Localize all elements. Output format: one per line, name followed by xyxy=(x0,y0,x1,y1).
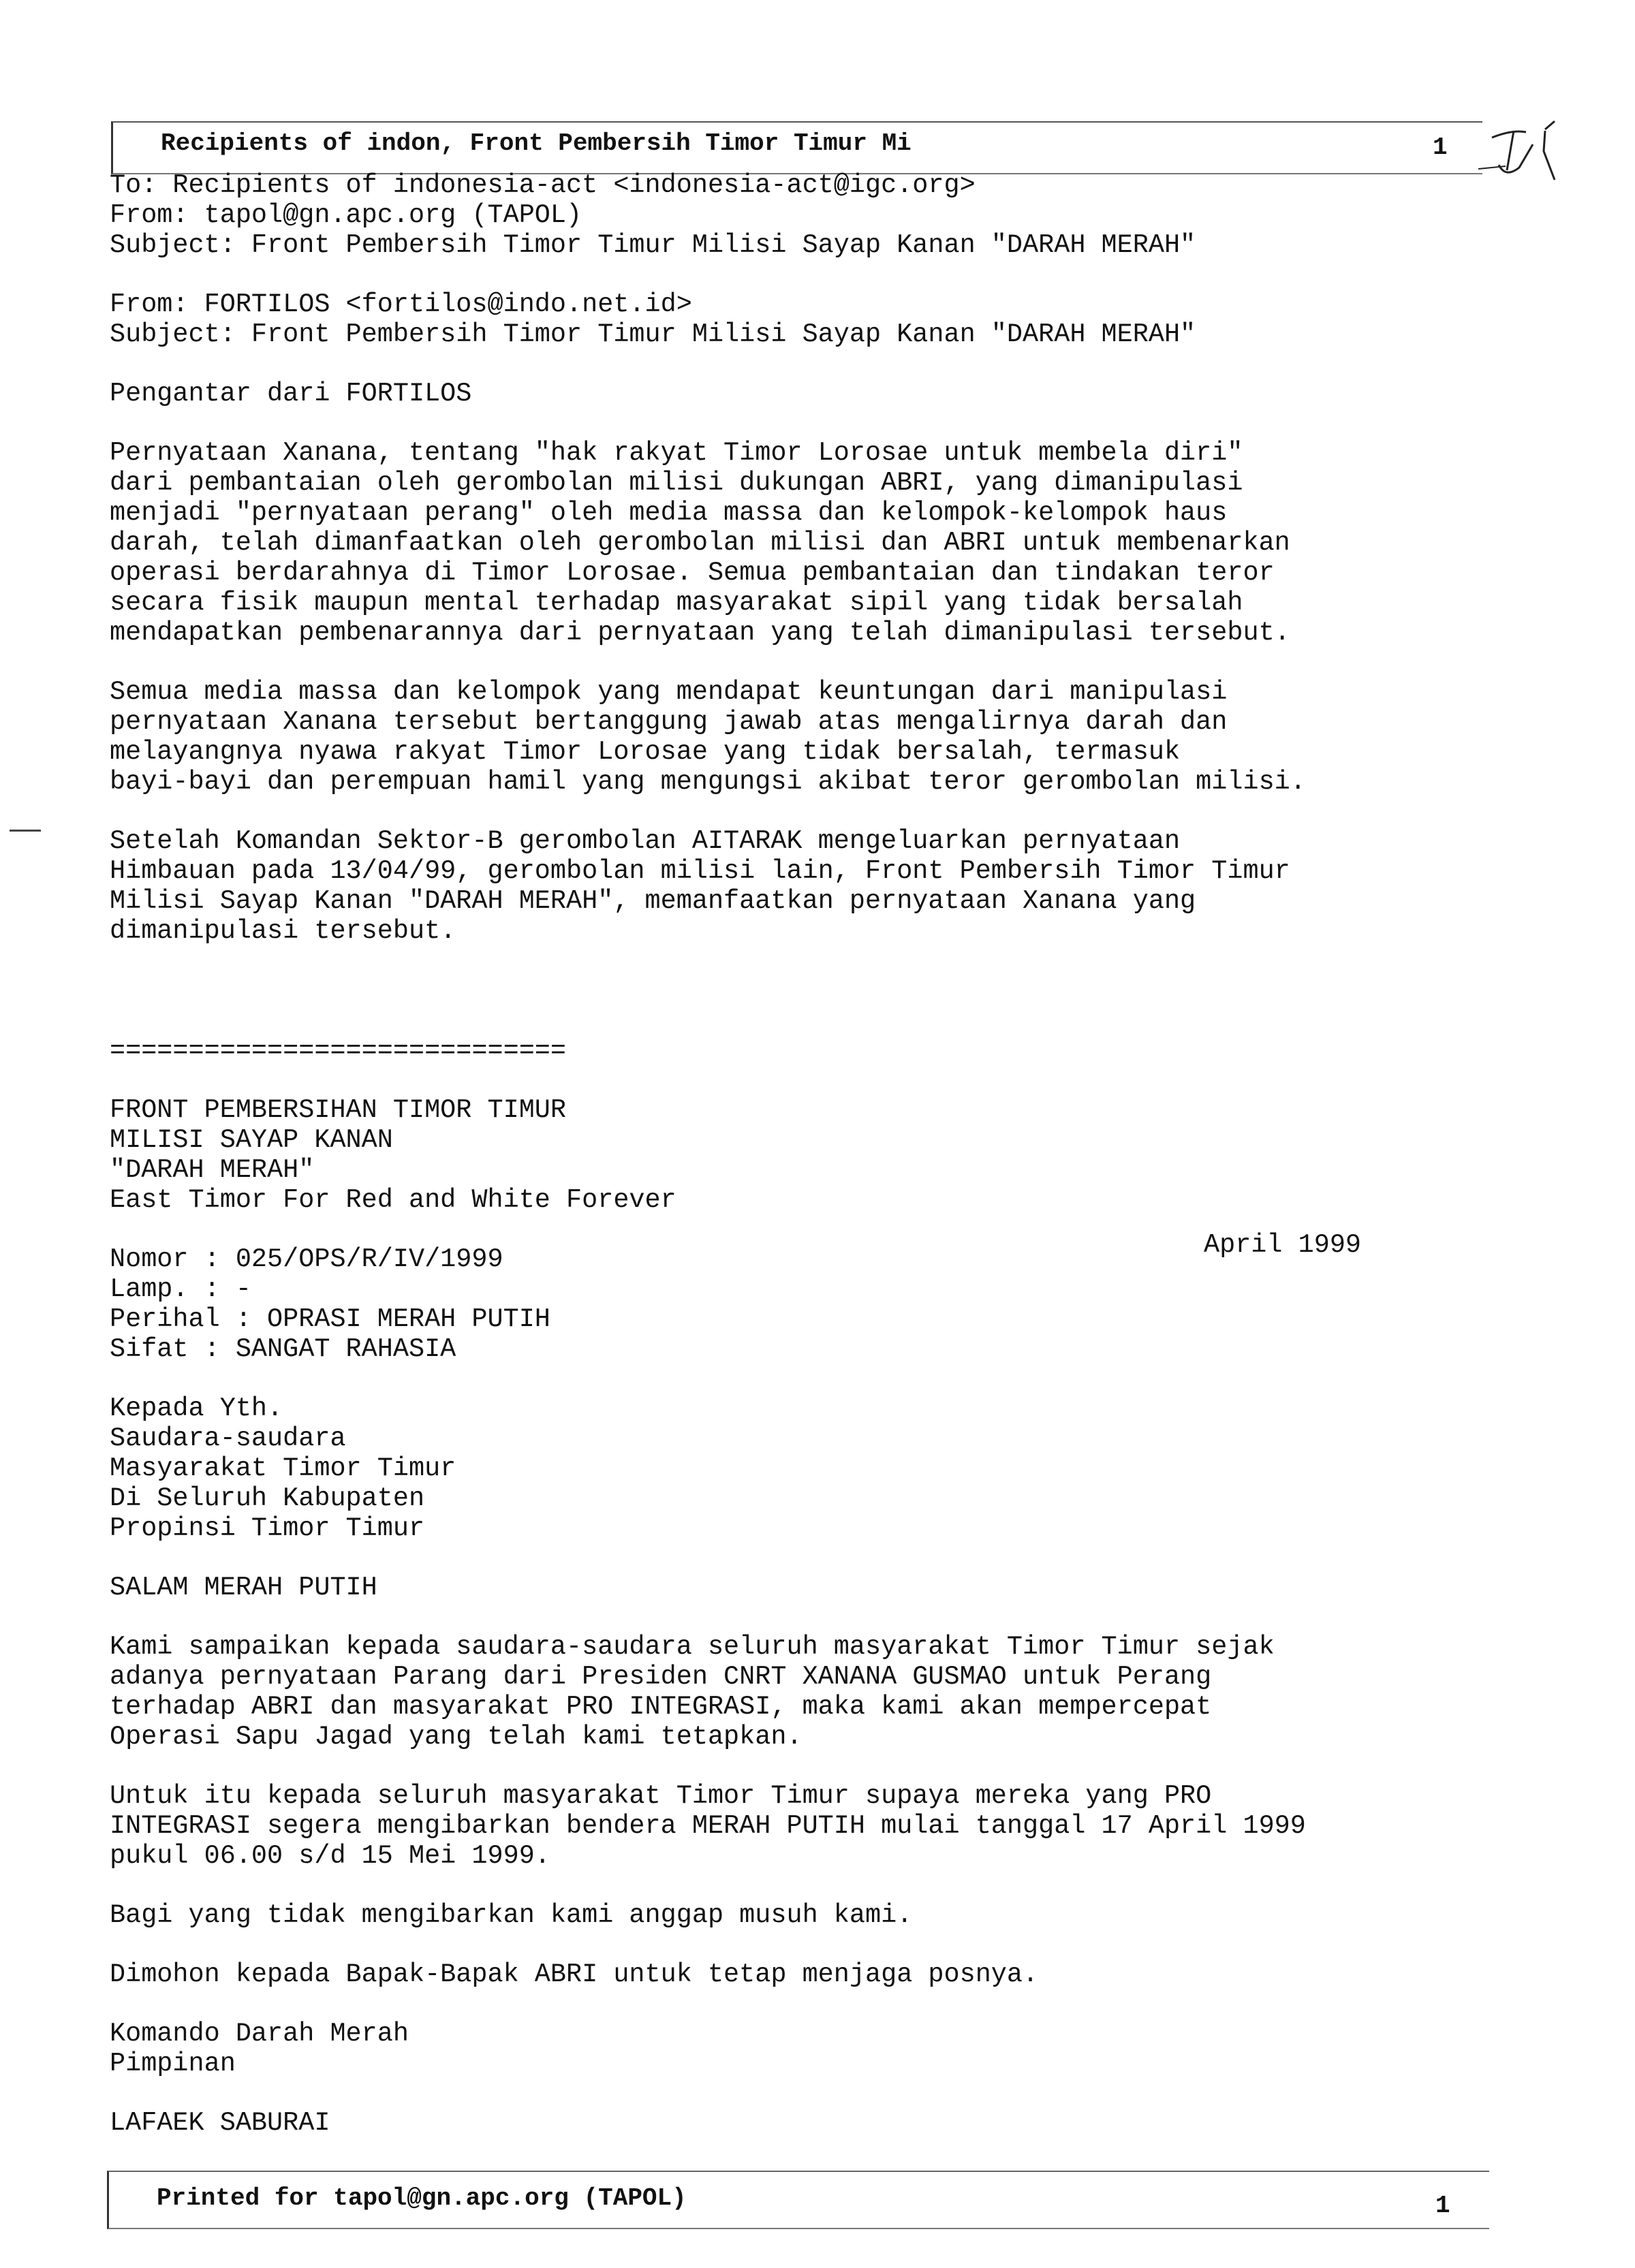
recipient-line: Saudara-saudara xyxy=(110,1423,346,1453)
letter-para1-line: adanya pernyataan Parang dari Presiden CNRT XANANA GUSMAO untuk Perang xyxy=(110,1662,1212,1692)
recipient-line: Di Seluruh Kabupaten xyxy=(110,1483,425,1513)
letter-lamp: Lamp. : - xyxy=(110,1274,251,1304)
letter-org-line: "DARAH MERAH" xyxy=(110,1155,315,1185)
footer-printed-for: Printed for tapol@gn.apc.org (TAPOL) xyxy=(157,2184,687,2212)
handwritten-mark-icon xyxy=(1465,117,1574,192)
intro-para3-line: Setelah Komandan Sektor-B gerombolan AITARAK mengeluarkan pernyataan xyxy=(110,826,1181,856)
header-page-number: 1 xyxy=(1433,133,1448,161)
letter-para2-line: Untuk itu kepada seluruh masyarakat Timor Timur supaya mereka yang PRO xyxy=(110,1781,1212,1811)
footer-page-number: 1 xyxy=(1435,2192,1450,2220)
letter-org-line: MILISI SAYAP KANAN xyxy=(110,1125,393,1155)
intro-heading: Pengantar dari FORTILOS xyxy=(110,379,472,409)
letter-org-line: FRONT PEMBERSIHAN TIMOR TIMUR xyxy=(110,1095,567,1125)
letter-para4: Dimohon kepada Bapak-Bapak ABRI untuk tetap menjaga posnya. xyxy=(110,1959,1039,1989)
email-to: To: Recipients of indonesia-act <indonesia-act@igc.org> xyxy=(110,170,976,200)
sign-line: Komando Darah Merah xyxy=(110,2019,409,2049)
recipient-line: Propinsi Timor Timur xyxy=(110,1513,425,1543)
letter-org-line: East Timor For Red and White Forever xyxy=(110,1185,676,1215)
intro-para3-line: dimanipulasi tersebut. xyxy=(110,916,456,946)
intro-para1-line: darah, telah dimanfaatkan oleh gerombolan milisi dan ABRI untuk membenarkan xyxy=(110,528,1290,558)
signer-name: LAFAEK SABURAI xyxy=(110,2108,330,2138)
email-from: From: tapol@gn.apc.org (TAPOL) xyxy=(110,200,582,230)
intro-para2-line: Semua media massa dan kelompok yang mendapat keuntungan dari manipulasi xyxy=(110,677,1228,707)
intro-para1-line: secara fisik maupun mental terhadap masyarakat sipil yang tidak bersalah xyxy=(110,588,1243,618)
letter-date: April 1999 xyxy=(1204,1230,1362,1260)
recipient-line: Kepada Yth. xyxy=(110,1393,283,1423)
intro-para1-line: menjadi "pernyataan perang" oleh media massa dan kelompok-kelompok haus xyxy=(110,498,1228,528)
intro-para1-line: Pernyataan Xanana, tentang "hak rakyat Timor Lorosae untuk membela diri" xyxy=(110,438,1243,468)
header-title: Recipients of indon, Front Pembersih Timor Timur Mi xyxy=(161,129,912,157)
intro-para2-line: bayi-bayi dan perempuan hamil yang mengungsi akibat teror gerombolan milisi. xyxy=(110,767,1306,797)
letter-perihal: Perihal : OPRASI MERAH PUTIH xyxy=(110,1304,550,1334)
orig-subject: Subject: Front Pembersih Timor Timur Milisi Sayap Kanan "DARAH MERAH" xyxy=(110,319,1196,349)
letter-para1-line: Kami sampaikan kepada saudara-saudara seluruh masyarakat Timor Timur sejak xyxy=(110,1632,1275,1662)
letter-para1-line: Operasi Sapu Jagad yang telah kami tetapkan. xyxy=(110,1722,803,1752)
intro-para1-line: operasi berdarahnya di Timor Lorosae. Semua pembantaian dan tindakan teror xyxy=(110,558,1275,588)
recipient-line: Masyarakat Timor Timur xyxy=(110,1453,456,1483)
letter-para2-line: INTEGRASI segera mengibarkan bendera MERAH PUTIH mulai tanggal 17 April 1999 xyxy=(110,1811,1306,1841)
letter-para1-line: terhadap ABRI dan masyarakat PRO INTEGRASI, maka kami akan mempercepat xyxy=(110,1692,1212,1722)
intro-para3-line: Himbauan pada 13/04/99, gerombolan milisi lain, Front Pembersih Timor Timur xyxy=(110,856,1290,886)
letter-salutation: SALAM MERAH PUTIH xyxy=(110,1573,377,1603)
letter-nomor: Nomor : 025/OPS/R/IV/1999 xyxy=(110,1244,503,1274)
document-body xyxy=(110,170,1472,2138)
intro-para3-line: Milisi Sayap Kanan "DARAH MERAH", memanfaatkan pernyataan Xanana yang xyxy=(110,886,1196,916)
letter-para3: Bagi yang tidak mengibarkan kami anggap musuh kami. xyxy=(110,1900,913,1930)
orig-from: From: FORTILOS <fortilos@indo.net.id> xyxy=(110,289,692,319)
email-subject: Subject: Front Pembersih Timor Timur Milisi Sayap Kanan "DARAH MERAH" xyxy=(110,230,1196,260)
separator-line: ============================= xyxy=(110,1036,567,1066)
letter-para2-line: pukul 06.00 s/d 15 Mei 1999. xyxy=(110,1841,550,1871)
intro-para1-line: mendapatkan pembenarannya dari pernyataan yang telah dimanipulasi tersebut. xyxy=(110,618,1290,648)
letter-sifat: Sifat : SANGAT RAHASIA xyxy=(110,1334,456,1364)
margin-mark xyxy=(10,830,41,832)
sign-line: Pimpinan xyxy=(110,2049,236,2079)
intro-para1-line: dari pembantaian oleh gerombolan milisi dukungan ABRI, yang dimanipulasi xyxy=(110,468,1243,498)
intro-para2-line: melayangnya nyawa rakyat Timor Lorosae yang tidak bersalah, termasuk xyxy=(110,737,1181,767)
intro-para2-line: pernyataan Xanana tersebut bertanggung jawab atas mengalirnya darah dan xyxy=(110,707,1228,737)
